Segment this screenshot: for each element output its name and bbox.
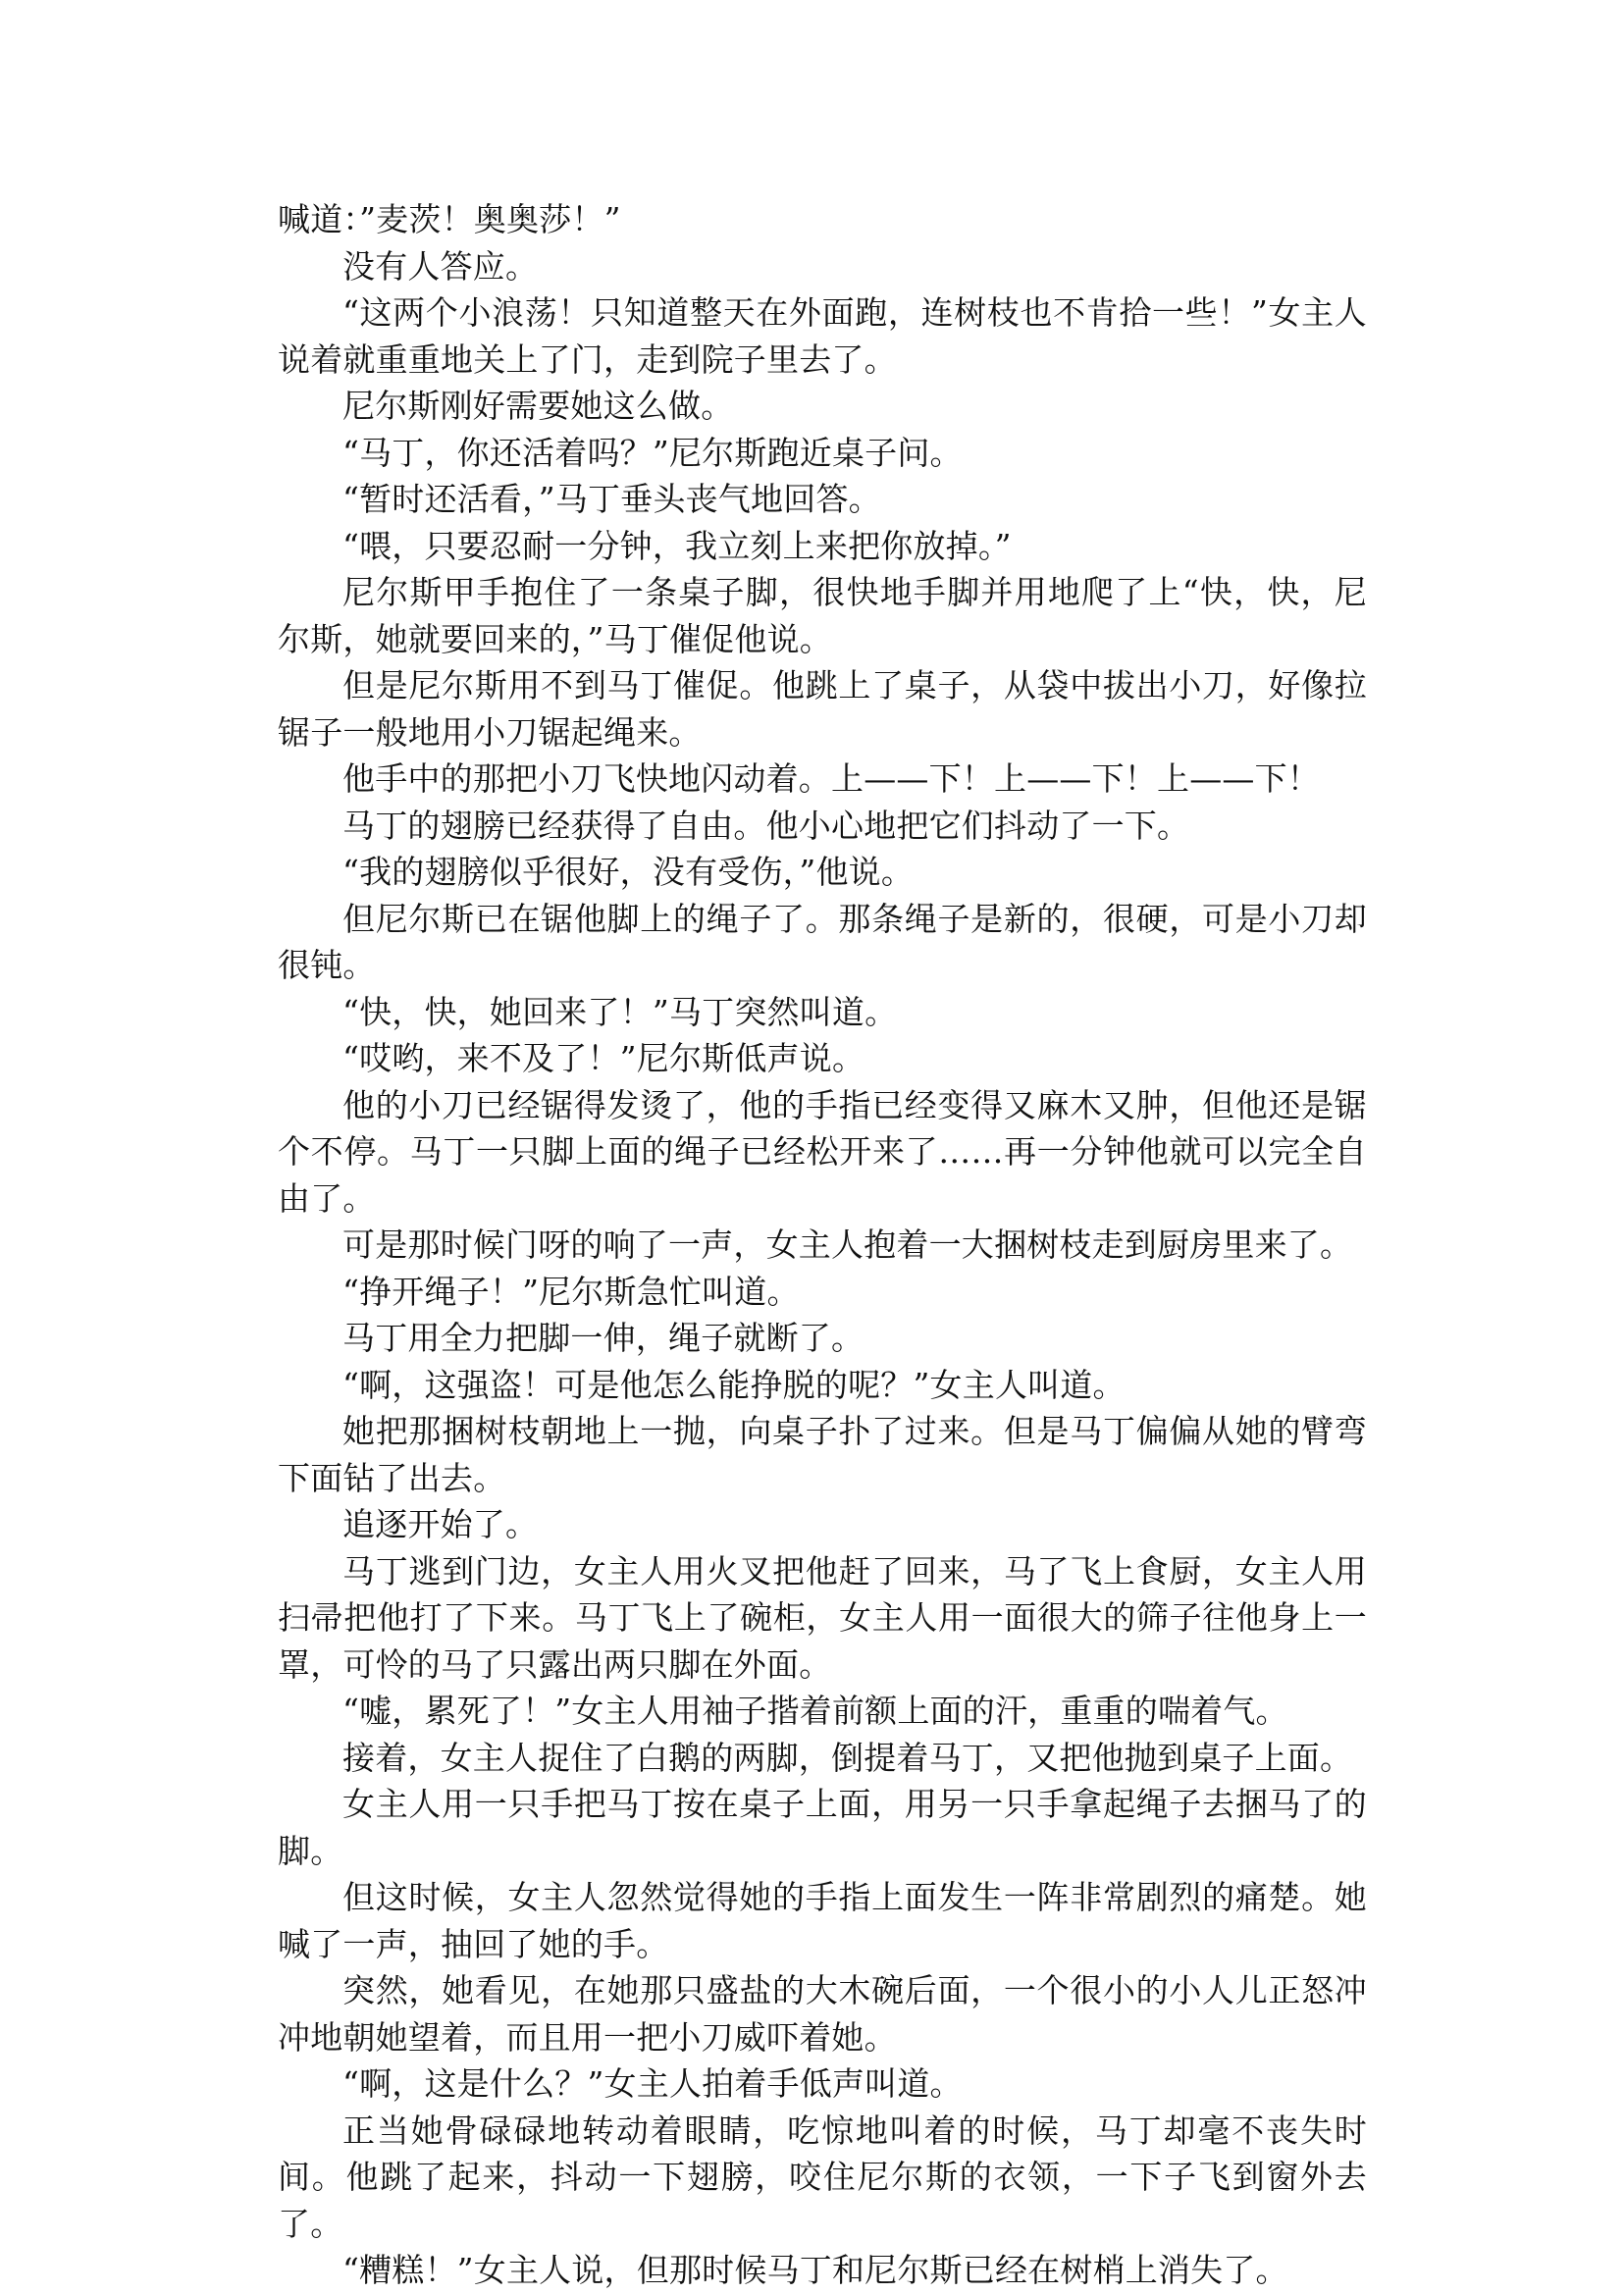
paragraph: 马丁用全力把脚一伸，绳子就断了。: [342, 1319, 864, 1357]
paragraph: “这两个小浪荡！只知道整天在外面跑，连树枝也不肯拾一些！”女主人说着就重重地关上了门，走到院子里去了。: [278, 293, 1367, 379]
paragraph: 他手中的那把小刀飞快地闪动着。上——下！上——下！上——下！: [342, 759, 1320, 798]
paragraph: “快，快，她回来了！”马丁突然叫道。: [342, 992, 898, 1031]
paragraph: 喊道：”麦茨！奥奥莎！”: [278, 200, 621, 238]
paragraph: 尼尔斯刚好需要她这么做。: [342, 387, 734, 425]
paragraph: “哎哟，来不及了！”尼尔斯低声说。: [342, 1039, 865, 1077]
paragraph: 可是那时候门呀的响了一声，女主人抱着一大捆树枝走到厨房里来了。: [342, 1225, 1353, 1264]
paragraph: 他的小刀已经锯得发烫了，他的手指已经变得又麻木又肿，但他还是锯个不停。马丁一只脚上面的绳子已经松开来了……再一分钟他就可以完全自由了。: [278, 1085, 1367, 1218]
paragraph: 马丁逃到门边，女主人用火叉把他赶了回来，马了飞上食厨，女主人用扫帚把他打了下来。马丁飞上了碗柜，女主人用一面很大的筛子往他身上一罩，可怜的马了只露出两只脚在外面。: [278, 1551, 1367, 1684]
paragraph: “啊，这强盗！可是他怎么能挣脱的呢？”女主人叫道。: [342, 1365, 1126, 1404]
paragraph: 正当她骨碌碌地转动着眼睛，吃惊地叫着的时候，马丁却毫不丧失时间。他跳了起来，抖动一下翅膀，咬住尼尔斯的衣领，一下子飞到窗外去了。: [278, 2111, 1367, 2243]
document-page: [278, 196, 1367, 2294]
paragraph: 女主人用一只手把马丁按在桌子上面，用另一只手拿起绳子去捆马了的脚。: [278, 1785, 1367, 1870]
paragraph: 但是尼尔斯用不到马丁催促。他跳上了桌子，从袋中拔出小刀，好像拉锯子一般地用小刀锯起绳来。: [278, 666, 1367, 752]
paragraph: 突然，她看见，在她那只盛盐的大木碗后面，一个很小的小人儿正怒冲冲地朝她望着，而且用一把小刀威吓着她。: [278, 1971, 1367, 2057]
paragraph: 追逐开始了。: [342, 1505, 539, 1543]
paragraph: “暂时还活看，”马丁垂头丧气地回答。: [342, 480, 881, 518]
paragraph: “马丁，你还活着吗？”尼尔斯跑近桌子问。: [342, 433, 963, 472]
paragraph: 马丁的翅膀已经获得了自由。他小心地把它们抖动了一下。: [342, 806, 1190, 845]
paragraph: “糟糕！”女主人说，但那时候马丁和尼尔斯已经在树梢上消失了。: [342, 2251, 1288, 2289]
paragraph: “喂，只要忍耐一分钟，我立刻上来把你放掉。”: [342, 526, 1012, 565]
paragraph: 没有人答应。: [342, 246, 539, 286]
paragraph: “挣开绳子！”尼尔斯急忙叫道。: [342, 1272, 800, 1311]
paragraph: “嘘，累死了！”女主人用袖子揩着前额上面的汗，重重的喘着气。: [342, 1692, 1288, 1730]
paragraph: “我的翅膀似乎很好，没有受伤，”他说。: [342, 853, 915, 891]
paragraph: “啊，这是什么？”女主人拍着手低声叫道。: [342, 2064, 963, 2103]
paragraph: 接着，女主人捉住了白鹅的两脚，倒提着马丁，又把他抛到桌子上面。: [342, 1738, 1353, 1777]
paragraph: 她把那捆树枝朝地上一抛，向桌子扑了过来。但是马丁偏偏从她的臂弯下面钻了出去。: [278, 1412, 1367, 1497]
paragraph: 但这时候，女主人忽然觉得她的手指上面发生一阵非常剧烈的痛楚。她喊了一声，抽回了她的手。: [278, 1878, 1367, 1963]
paragraph: 尼尔斯甲手抱住了一条桌子脚，很快地手脚并用地爬了上“快，快，尼尔斯，她就要回来的，”马丁催促他说。: [278, 573, 1367, 658]
paragraph: 但尼尔斯已在锯他脚上的绳子了。那条绳子是新的，很硬，可是小刀却很钝。: [278, 899, 1367, 984]
